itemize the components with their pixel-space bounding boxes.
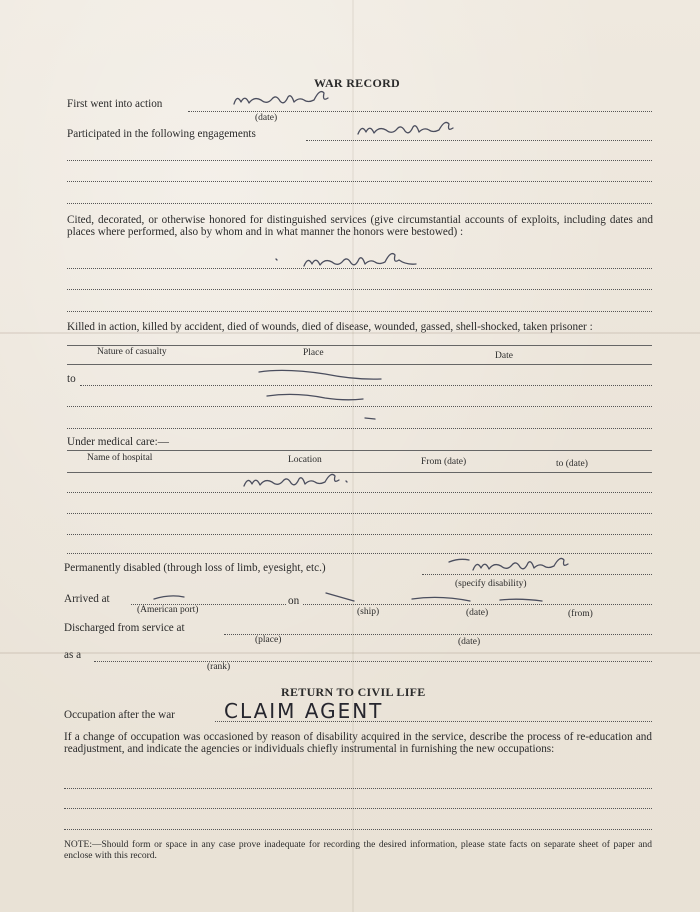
change-line-3	[64, 829, 652, 830]
cited-line-3	[67, 311, 652, 312]
arrived-dash-marks	[150, 585, 550, 607]
arrived-label: Arrived at	[64, 593, 110, 605]
arrived-on-label: on	[288, 595, 300, 607]
change-occupation-text: If a change of occupation was occasioned by reason of disability acquired in the service, describe the process of re-education and readjustment, and indicate the agencies or individuals chiefly instrumental in furnishing the new occupations:	[64, 731, 652, 755]
casualty-col-nature: Nature of casualty	[97, 347, 167, 357]
medical-col-location: Location	[288, 455, 322, 465]
arrived-from-caption: (from)	[568, 609, 593, 619]
cited-text: Cited, decorated, or otherwise honored for distinguished services (give circumstantial accounts of exploits, including dates and places where performed, also by whom and in what manner the honors were bestowed) :	[67, 214, 653, 238]
occupation-label: Occupation after the war	[64, 709, 175, 721]
occupation-handwriting: CLAIM AGENT	[224, 699, 384, 723]
first-went-handwriting	[228, 84, 338, 110]
engagements-line-2	[67, 160, 652, 161]
killed-text: Killed in action, killed by accident, died of wounds, died of disease, wounded, gassed, shell-shocked, taken prisoner :	[67, 321, 593, 333]
discharged-place-caption: (place)	[255, 635, 282, 645]
engagements-handwriting	[354, 116, 459, 140]
medical-line-2	[67, 513, 652, 514]
medical-header-bottom	[67, 472, 652, 473]
casualty-col-date: Date	[495, 351, 513, 361]
note-text: NOTE:—Should form or space in any case prove inadequate for recording the desired information, please state facts on separate sheet of paper and enclose with this record.	[64, 840, 652, 861]
first-went-label: First went into action	[67, 98, 163, 110]
rank-caption: (rank)	[207, 662, 231, 672]
arrived-port-caption: (American port)	[137, 605, 199, 615]
as-a-label: as a	[64, 649, 82, 661]
casualty-line-3	[67, 428, 652, 429]
casualty-line-2	[67, 406, 652, 407]
discharged-date-caption: (date)	[458, 637, 481, 647]
medical-line-1	[67, 492, 652, 493]
first-went-line	[188, 111, 652, 112]
casualty-col-place: Place	[303, 348, 324, 358]
engagements-line-3	[67, 181, 652, 182]
cited-line-2	[67, 289, 652, 290]
medical-col-from: From (date)	[421, 457, 467, 467]
engagements-line	[306, 140, 652, 141]
casualty-to-label: to	[67, 373, 76, 385]
arrived-date-caption: (date)	[466, 608, 489, 618]
engagements-label: Participated in the following engagements	[67, 128, 256, 140]
change-line-1	[64, 788, 652, 789]
medical-line-3	[67, 534, 652, 535]
medical-header-top	[67, 450, 652, 451]
first-went-date-caption: (date)	[255, 113, 278, 123]
casualty-dash-marks	[255, 364, 395, 424]
cited-handwriting	[270, 246, 420, 272]
medical-col-to: to (date)	[556, 459, 588, 469]
engagements-line-4	[67, 203, 652, 204]
disabled-label: Permanently disabled (through loss of limb, eyesight, etc.)	[64, 562, 326, 574]
disabled-caption: (specify disability)	[455, 579, 527, 589]
medical-handwriting	[238, 466, 353, 492]
civil-life-title: RETURN TO CIVIL LIFE	[281, 685, 426, 699]
medical-col-hospital: Name of hospital	[87, 453, 153, 463]
medical-label: Under medical care:—	[67, 436, 169, 448]
change-line-2	[64, 808, 652, 809]
fold-crease	[0, 652, 700, 654]
rank-line	[94, 661, 652, 662]
disabled-handwriting	[445, 552, 575, 576]
casualty-header-top	[67, 345, 652, 346]
arrived-ship-caption: (ship)	[357, 607, 380, 617]
discharged-label: Discharged from service at	[64, 622, 185, 634]
discharged-line	[224, 634, 652, 635]
war-record-title: WAR RECORD	[314, 76, 401, 90]
